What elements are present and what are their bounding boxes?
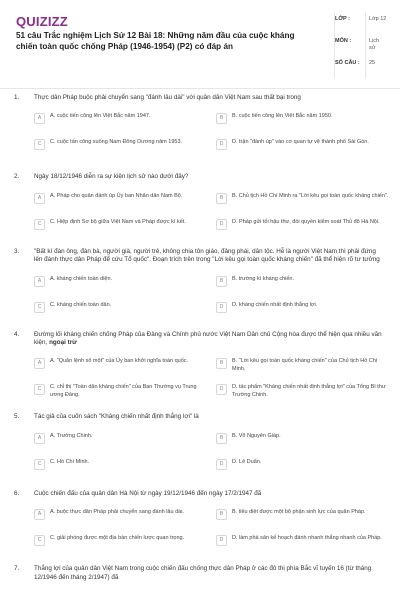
option-letter-badge: C <box>34 384 45 395</box>
option-text: B. tiêu diệt được một bộ phận sinh lực của quân Pháp. <box>232 509 366 516</box>
document-title: 51 câu Trắc nghiệm Lịch Sử 12 Bài 18: Những năm đầu của cuộc kháng chiến toàn quốc chống Pháp (1946-1954) (P2) có đáp án <box>16 31 295 51</box>
option-letter-badge: D <box>216 384 227 395</box>
option-letter-badge: D <box>216 535 227 546</box>
answer-option[interactable] <box>34 532 210 552</box>
option-letter-badge: A <box>34 433 45 444</box>
answer-option[interactable] <box>34 381 210 401</box>
answer-option[interactable] <box>34 216 210 236</box>
answer-option[interactable] <box>216 136 392 156</box>
question-text <box>34 331 384 348</box>
question-number: 3. <box>14 247 20 255</box>
question-text-main: Ngày 18/12/1946 diễn ra sự kiện lịch sử nào dưới đây? <box>34 173 189 181</box>
answer-option[interactable] <box>34 190 210 210</box>
quizizz-logo: QUIZIZZ <box>16 14 68 29</box>
meta-label: SỐ CÂU : <box>335 60 360 66</box>
answer-option[interactable] <box>216 430 392 450</box>
answer-option[interactable] <box>34 456 210 476</box>
option-text: D. trận "đánh úp" vào cơ quan tự vệ thành phố Sài Gòn. <box>232 139 369 146</box>
answer-options <box>34 273 384 319</box>
question-text <box>34 173 384 181</box>
answer-option[interactable] <box>216 381 392 401</box>
option-letter-badge: A <box>34 113 45 124</box>
option-letter-badge: C <box>34 535 45 546</box>
option-text: C. cuộc tấn công xuống Nam Đông Dương năm 1953. <box>50 139 183 146</box>
option-letter-badge: D <box>216 302 227 313</box>
answer-option[interactable] <box>216 273 392 293</box>
question-text-emphasis: ngoại trừ <box>49 339 77 347</box>
answer-option[interactable] <box>34 430 210 450</box>
question-item <box>0 331 384 402</box>
option-letter-badge: B <box>216 193 227 204</box>
answer-option[interactable] <box>34 273 210 293</box>
question-number: 6. <box>14 489 20 497</box>
question-list <box>0 94 400 594</box>
answer-option[interactable] <box>34 110 210 130</box>
question-text <box>34 248 384 265</box>
option-text: B. cuộc tiến công lên Việt Bắc năm 1950. <box>232 113 333 120</box>
answer-options <box>34 190 389 236</box>
answer-option[interactable] <box>216 190 392 210</box>
question-number: 4. <box>14 330 20 338</box>
document-meta <box>334 12 389 78</box>
option-text: B. "Lời kêu gọi toàn quốc kháng chiến" của Chủ tịch Hồ Chí Minh. <box>232 358 378 372</box>
answer-option[interactable] <box>216 456 392 476</box>
question-number: 5. <box>14 413 20 421</box>
option-letter-badge: A <box>34 276 45 287</box>
option-letter-badge: B <box>216 509 227 520</box>
answer-options <box>34 430 384 476</box>
answer-option[interactable] <box>216 110 392 130</box>
meta-label: LỚP : <box>335 16 350 22</box>
option-text: D. Lê Duẩn. <box>232 458 262 465</box>
option-letter-badge: B <box>216 358 227 369</box>
answer-option[interactable] <box>216 532 392 552</box>
option-text: C. kháng chiến toàn dân. <box>50 301 112 308</box>
meta-value: Lớp 12 <box>369 16 387 22</box>
option-letter-badge: C <box>34 302 45 313</box>
option-text: C. giải phóng được một địa bàn chiến lược quan trọng. <box>50 535 185 542</box>
meta-row-grade <box>335 12 389 34</box>
option-letter-badge: C <box>34 459 45 470</box>
question-text-main: Thắng lợi của quân dân Việt Nam trong cuộc chiến đấu chống thực dân Pháp ở các đô thị phía Bắc vĩ tuyến 16 (từ tháng 12/1946 đến tháng 2/1947) đã <box>34 565 372 581</box>
question-item <box>0 490 384 552</box>
option-letter-badge: A <box>34 193 45 204</box>
option-text: A. "Quân lệnh số một" của Ủy ban khởi nghĩa toàn quốc. <box>50 358 189 365</box>
answer-option[interactable] <box>216 355 392 375</box>
question-text-main: Đường lối kháng chiến chống Pháp của Đảng và Chính phủ nước Việt Nam Dân chủ Cộng hòa được thể hiện qua nhiều văn kiện, <box>34 330 382 347</box>
meta-value: Lịch sử <box>369 38 380 51</box>
answer-option[interactable] <box>34 355 210 375</box>
option-letter-badge: B <box>216 113 227 124</box>
option-text: A. cuộc tiến công lên Việt Bắc năm 1947. <box>50 113 151 120</box>
question-number: 2. <box>14 173 20 181</box>
question-text <box>34 565 384 582</box>
question-item <box>0 565 384 582</box>
option-letter-badge: A <box>34 358 45 369</box>
option-letter-badge: B <box>216 276 227 287</box>
answer-options <box>34 506 384 552</box>
option-text: D. kháng chiến nhất định thắng lợi. <box>232 301 318 308</box>
answer-option[interactable] <box>34 136 210 156</box>
meta-label: MÔN : <box>335 38 352 44</box>
document-header <box>0 0 400 89</box>
question-item <box>0 248 384 319</box>
option-text: D. làm phá sản kế hoạch đánh nhanh thắng nhanh của Pháp. <box>232 535 382 542</box>
option-letter-badge: D <box>216 219 227 230</box>
option-letter-badge: C <box>34 139 45 150</box>
question-text-main: Tác giả của cuốn sách "Kháng chiến nhất định thắng lợi" là <box>34 413 199 421</box>
question-number: 7. <box>14 565 20 573</box>
option-text: D. Pháp gửi tối hậu thư, đòi quyền kiểm soát Thủ đô Hà Nội. <box>232 218 380 225</box>
option-letter-badge: D <box>216 139 227 150</box>
question-item <box>0 413 384 475</box>
option-text: A. kháng chiến toàn diện. <box>50 275 113 282</box>
question-text-main: "Bất kì đàn ông, đàn bà, người già, người trẻ, không chia tôn giáo, đảng phái, dân tộc. Hễ là người Việt Nam thì phải đứng lên đánh thực dân Pháp để cứu Tổ quốc". Đoạn trích trên trong "Lời kêu gọi toàn quốc kháng chiến" đã thể hiện rõ tư tưởng <box>34 247 380 264</box>
answer-option[interactable] <box>216 216 392 236</box>
answer-options <box>34 355 384 401</box>
option-letter-badge: A <box>34 509 45 520</box>
answer-option[interactable] <box>34 506 210 526</box>
meta-row-subject <box>335 34 389 56</box>
question-item <box>0 173 389 235</box>
question-item <box>0 94 384 156</box>
question-text-main: Thực dân Pháp buộc phải chuyển sang "đánh lâu dài" với quân dân Việt Nam sau thất bại trong <box>34 94 301 101</box>
option-text: C. Hiệp định Sơ bộ giữa Việt Nam và Pháp được kí kết. <box>50 218 186 225</box>
question-text <box>34 94 384 102</box>
option-text: A. Trường Chinh. <box>50 432 93 439</box>
option-letter-badge: C <box>34 219 45 230</box>
meta-row-count <box>335 56 389 78</box>
option-text: A. buộc thực dân Pháp phải chuyển sang đánh lâu dài. <box>50 509 184 516</box>
answer-options <box>34 110 384 156</box>
option-text: B. trường kì kháng chiến. <box>232 275 295 282</box>
answer-option[interactable] <box>216 506 392 526</box>
option-text: D. tác phẩm "Kháng chiến nhất định thắng lợi" của Tổng Bí thư Trường Chinh. <box>232 384 386 398</box>
option-text: C. chỉ thị "Toàn dân kháng chiến" của Ban Thường vụ Trung ương Đảng. <box>50 384 197 398</box>
option-text: B. Chủ tịch Hồ Chí Minh ra "Lời kêu gọi toàn quốc kháng chiến". <box>232 192 389 199</box>
option-letter-badge: D <box>216 459 227 470</box>
option-text: A. Pháp cho quân đánh úp Ủy ban Nhân dân Nam Bộ. <box>50 192 183 199</box>
question-text-main: Cuộc chiến đấu của quân dân Hà Nội từ ngày 19/12/1946 đến ngày 17/2/1947 đã <box>34 489 262 497</box>
answer-option[interactable] <box>216 299 392 319</box>
answer-option[interactable] <box>34 299 210 319</box>
question-text <box>34 413 384 421</box>
meta-value: 25 <box>369 60 376 66</box>
option-letter-badge: B <box>216 433 227 444</box>
question-number: 1. <box>14 94 20 101</box>
question-text <box>34 490 384 498</box>
option-text: B. Võ Nguyên Giáp. <box>232 432 281 439</box>
option-text: C. Hồ Chí Minh. <box>50 458 90 465</box>
